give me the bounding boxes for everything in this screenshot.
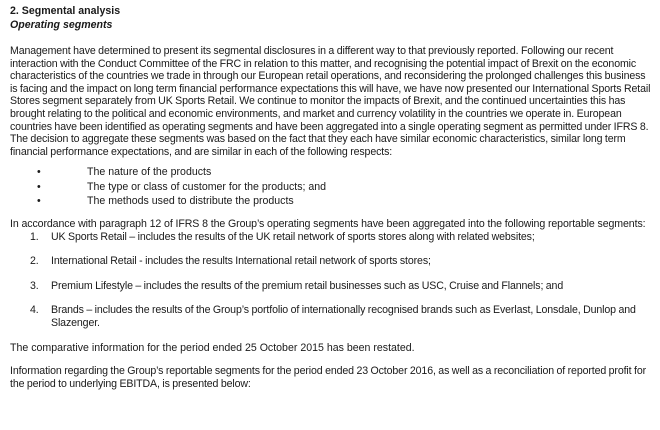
- segment-item: [10, 280, 654, 293]
- ifrs-paragraph: In accordance with paragraph 12 of IFRS 8 the Group’s operating segments have been aggregated into the following reportable segments:: [10, 217, 646, 230]
- subsection-heading: Operating segments: [10, 19, 113, 31]
- bullet-icon: •: [37, 180, 41, 193]
- segment-number: 2.: [30, 255, 39, 268]
- segment-number: 1.: [30, 230, 39, 243]
- bullet-icon: •: [37, 166, 41, 179]
- segment-text: Premium Lifestyle – includes the results of the premium retail businesses such as USC, Cruise and Flannels; and: [51, 279, 564, 292]
- list-item: [10, 194, 654, 208]
- section-heading: 2. Segmental analysis: [10, 5, 121, 17]
- segment-text: International Retail - includes the results International retail network of sports stores;: [51, 255, 431, 268]
- list-item: [10, 180, 654, 194]
- bullet-icon: •: [37, 194, 41, 207]
- segment-text: Brands – includes the results of the Group’s portfolio of internationally recognised brands such as Everlast, Lonsdale, Dunlop and Slazenger.: [51, 304, 636, 329]
- segment-item: [10, 304, 654, 329]
- respects-list: [10, 165, 654, 208]
- comparative-paragraph: The comparative information for the period ended 25 October 2015 has been restated.: [10, 341, 415, 354]
- segment-item: [10, 255, 654, 268]
- segment-text: UK Sports Retail – includes the results of the UK retail network of sports stores along with related websites;: [51, 230, 535, 243]
- segment-item: [10, 231, 654, 244]
- intro-paragraph: Management have determined to present its segmental disclosures in a different way to that previously reported. Following our recent interaction with the Conduct Committee of the FRC in relation to this matter, and recognising the potential impact of Brexit on the economic characteristics of the countries we trade in through our European retail operations, and reconsidering the prolonged challenges this business is facing and the impact on long term financial performance expectations this will have, we have now presented our International Sports Retail Stores segment separately from UK Sports Retail. We continue to monitor the impacts of Brexit, and the continued uncertainties this has brought relating to the political and economic environments, and market and currency volatility in the countries we operate in. European countries have been identified as operating segments and have been aggregated into a single operating segment as permitted under IFRS 8. The decision to aggregate these segments was based on the fact that they each have similar economic characteristics, similar long term financial performance expectations, and are similar in each of the following respects:: [10, 45, 651, 158]
- segment-number: 3.: [30, 279, 39, 292]
- segments-list: [10, 231, 654, 330]
- list-item-text: The type or class of customer for the products; and: [87, 180, 327, 193]
- list-item-text: The methods used to distribute the products: [87, 194, 294, 207]
- segment-number: 4.: [30, 304, 39, 317]
- information-paragraph: Information regarding the Group’s reportable segments for the period ended 23 October 2016, as well as a reconciliation of reported profit for the period to underlying EBITDA, is presented below:: [10, 365, 647, 390]
- list-item-text: The nature of the products: [87, 166, 212, 179]
- list-item: [10, 165, 654, 179]
